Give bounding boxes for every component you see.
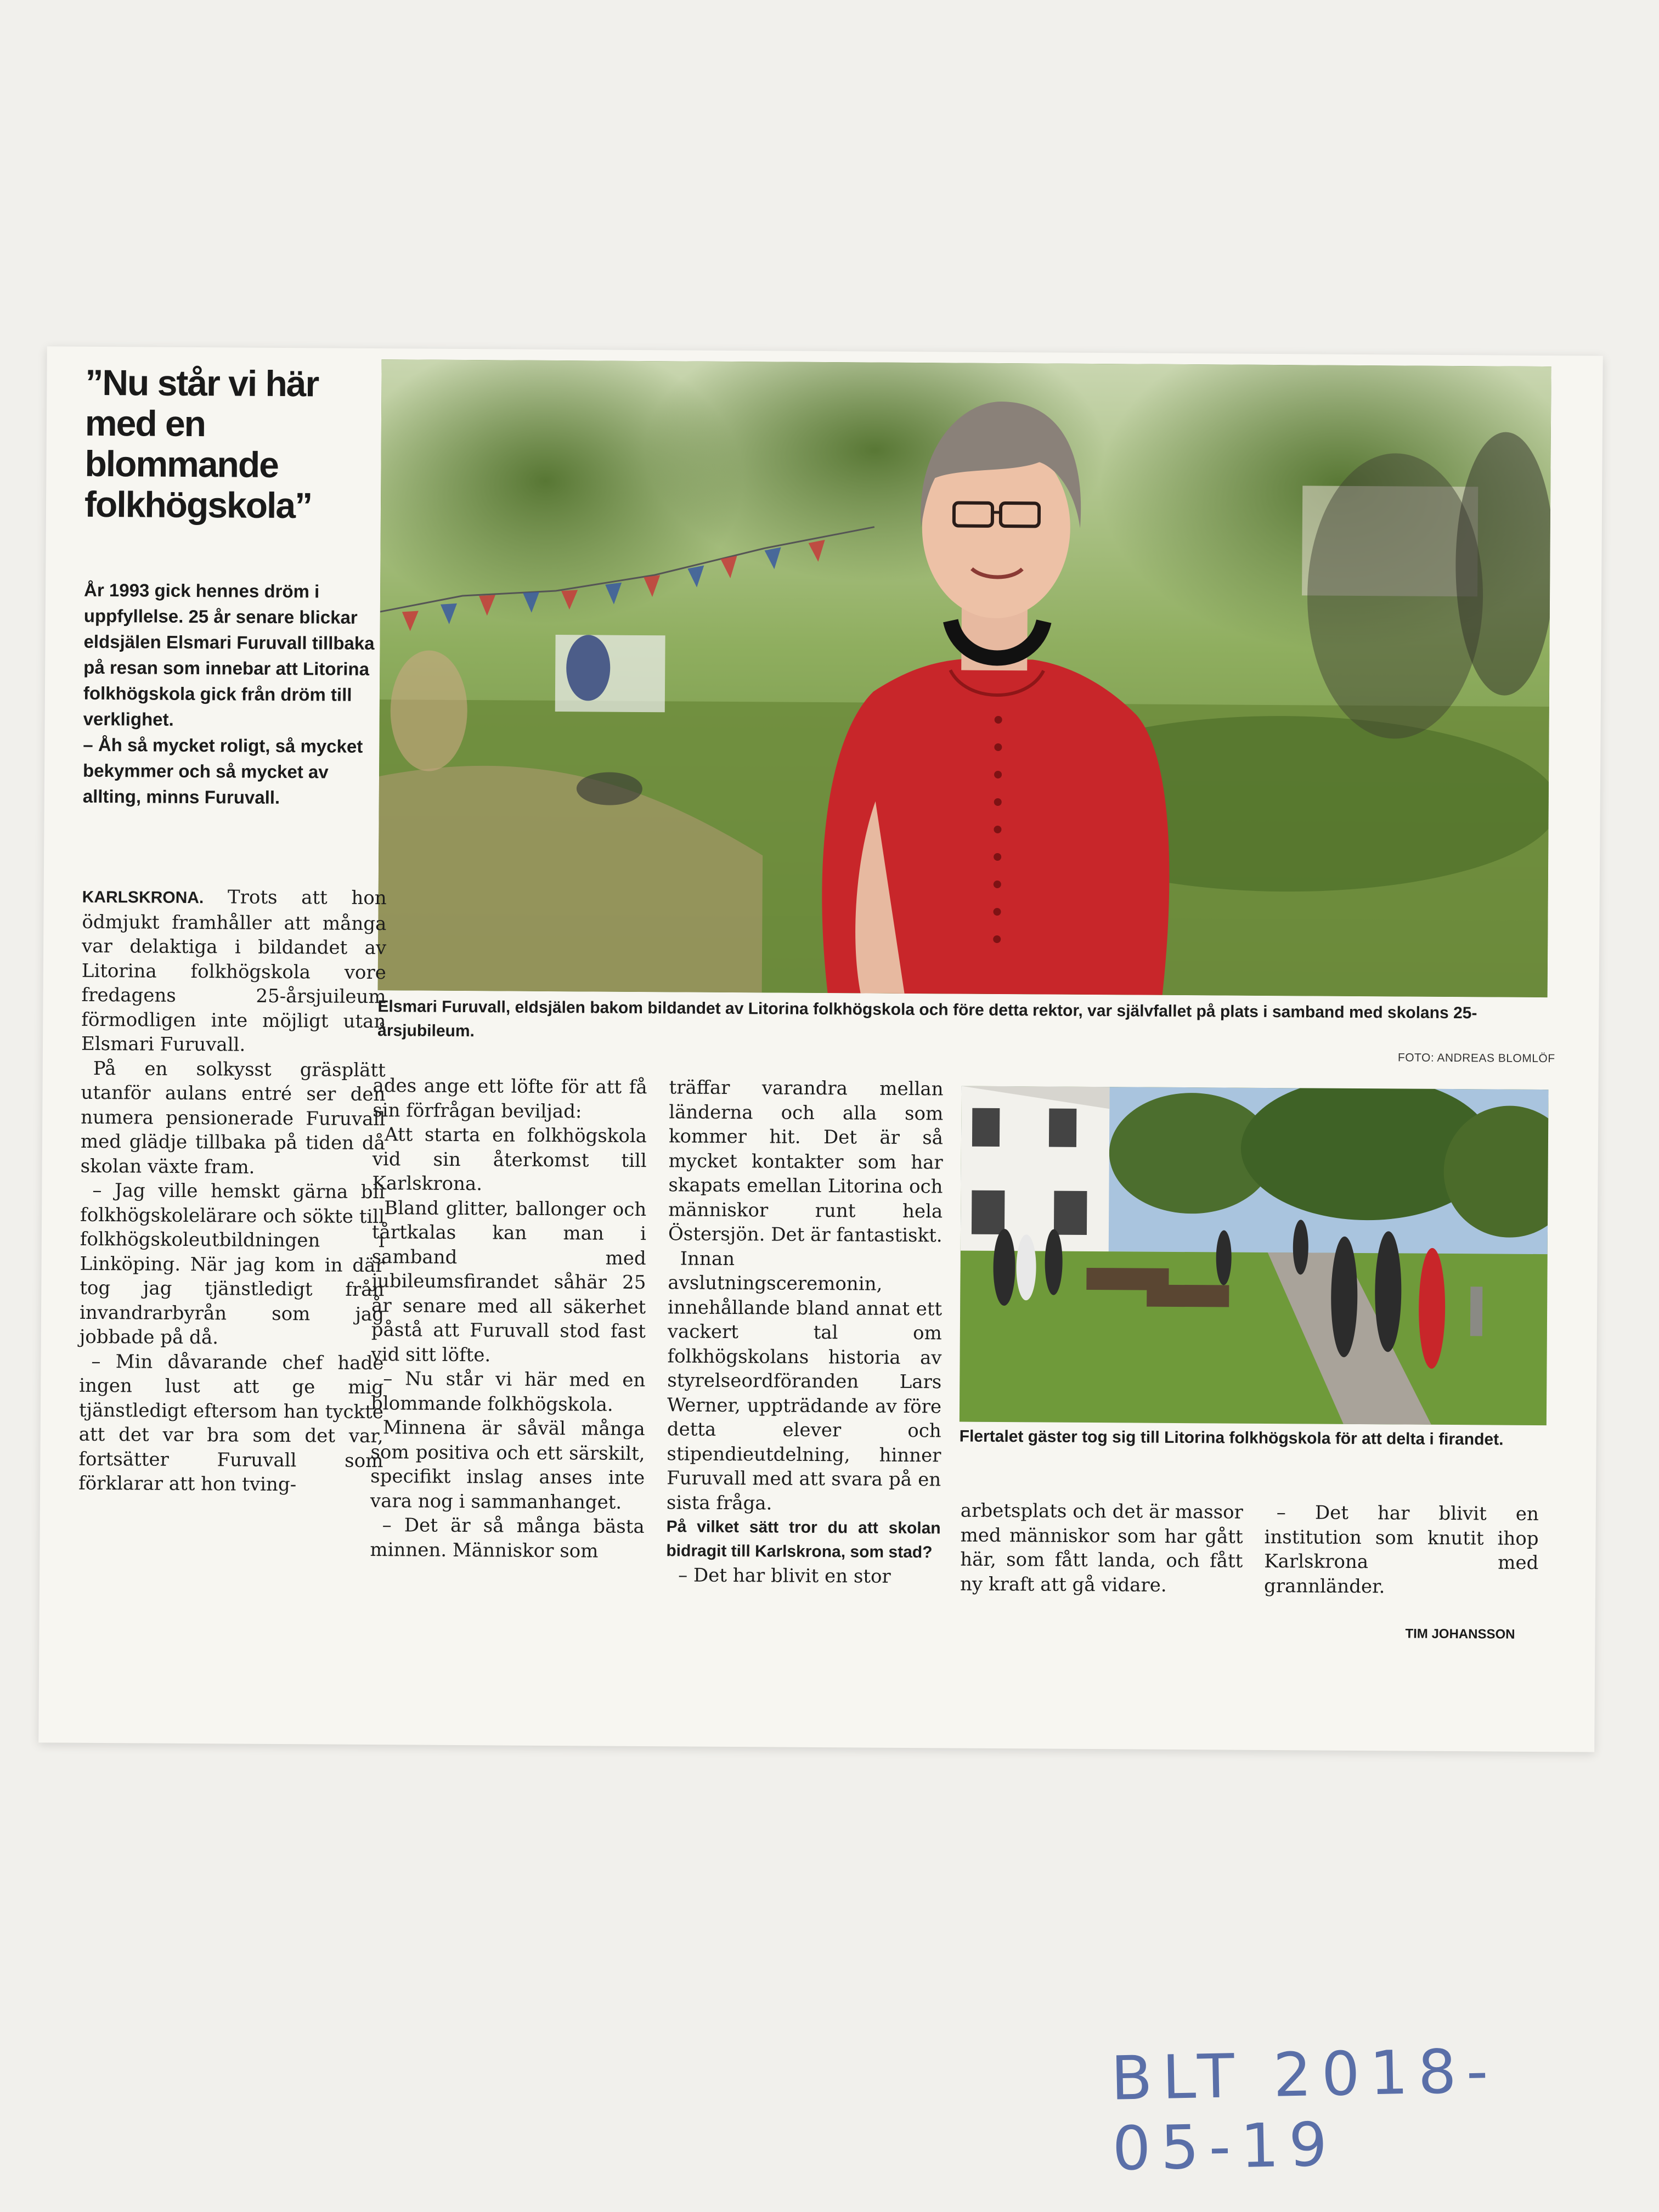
column3-paragraph: Innan avslutningsceremonin, innehållande bland annat ett vackert tal om folkhögskolans historia av styrelseordföranden Lars Werner, uppträdande av före detta elever och stipendieutdelning, hinner Furuvall med att svara på en sista fråga.	[666, 1247, 943, 1514]
small-photo	[960, 1086, 1549, 1426]
column2-paragraph: Att starta en folkhögskola vid sin återkomst till Karlskrona.	[372, 1124, 647, 1195]
main-photo-image	[378, 359, 1551, 997]
ingress-quote: – Åh så mycket roligt, så mycket bekymmer och så mycket av allting, minns Furuvall.	[82, 734, 363, 808]
interview-question: På vilket sätt tror du att skolan bidragit till Karlskrona, som stad?	[666, 1517, 941, 1562]
handwritten-date-note: BLT 2018-05-19	[1110, 2035, 1499, 2184]
column2-paragraph: – Nu står vi här med en blommande folkhögskola.	[370, 1368, 646, 1416]
column2-paragraph: Minnena är såväl många som positiva och ett särskilt, specifikt inslag anses inte vara nog i sammanhanget.	[370, 1417, 645, 1514]
column1-paragraph: – Min dåvarande chef hade ingen lust att ge mig tjänstledigt eftersom han tyckte att det var bra som det var, fortsätter Furuvall som förklarar att hon tving-	[78, 1350, 384, 1496]
column2-paragraph: – Det är så många bästa minnen. Människor som	[370, 1514, 645, 1562]
article-ingress	[83, 577, 392, 811]
column3-paragraph: träffar varandra mellan länderna och alla som kommer hit. Det är så mycket kontakter som har skapats emellan Litorina och människor runt hela Östersjön. Det är fantastiskt.	[668, 1076, 944, 1247]
article-column-5	[1264, 1500, 1539, 1600]
column2-paragraph: ades ange ett löfte för att få sin förfrågan beviljad:	[373, 1075, 647, 1122]
small-photo-image	[960, 1086, 1549, 1426]
column3-paragraph: – Det har blivit en stor	[678, 1564, 891, 1588]
article-headline: ”Nu står vi här med en blommande folkhögskola”	[84, 362, 319, 526]
article-column-4	[960, 1499, 1243, 1598]
column2-paragraph: Bland glitter, ballonger och tårtkalas kan man i samband med jubileumsfirandet såhär 25 år senare med all säkerhet påstå att Furuvall stod fast vid sitt löfte.	[371, 1197, 647, 1366]
photo-credit: FOTO: ANDREAS BLOMLÖF	[1397, 1051, 1555, 1065]
main-photo-caption: Elsmari Furuvall, eldsjälen bakom bildandet av Litorina folkhögskola och före detta rektor, var självfallet på plats i samband med skolans 25-årsjubileum.	[377, 997, 1477, 1041]
article-column-2	[370, 1074, 647, 1564]
dateline: KARLSKRONA.	[82, 888, 204, 907]
small-photo-caption: Flertalet gäster tog sig till Litorina folkhögskola för att delta i firandet.	[959, 1427, 1504, 1449]
column1-paragraph: KARLSKRONA. Trots att hon ödmjukt framhåller att många var delaktiga i bildandet av Litorina folkhögskola vore fredagens 25-årsjuileum förmodligen inte möjligt utan Elsmari Furuvall.	[81, 886, 387, 1056]
newspaper-clipping	[38, 346, 1602, 2184]
main-photo	[378, 359, 1551, 997]
ingress-paragraph: År 1993 gick hennes dröm i uppfyllelse. 25 år senare blickar eldsjälen Elsmari Furuvall tillbaka på resan som innebar att Litorina folkhögskola gick från dröm till verklighet.	[83, 579, 375, 730]
column4-paragraph: arbetsplats och det är massor med människor som har gått här, som fått landa, och fått ny kraft att gå vidare.	[960, 1499, 1243, 1596]
article-column-1	[78, 884, 387, 1498]
article-byline: TIM JOHANSSON	[1405, 1626, 1515, 1642]
article-column-3	[666, 1075, 944, 1589]
column1-paragraph: – Jag ville hemskt gärna bli folkhögskolelärare och sökte till folkhögskoleutbildningen i Linköping. När jag kom in där tog jag tjänstledigt från invandrarbyrån som jag jobbade på då.	[79, 1179, 385, 1349]
column5-paragraph: – Det har blivit en institution som knutit ihop Karlskrona med grannländer.	[1263, 1502, 1539, 1598]
column1-paragraph: På en solkysst gräsplätt utanför aulans entré ser den numera pensionerade Furuvall med glädje tillbaka på tiden då skolan växte fram.	[80, 1057, 386, 1178]
